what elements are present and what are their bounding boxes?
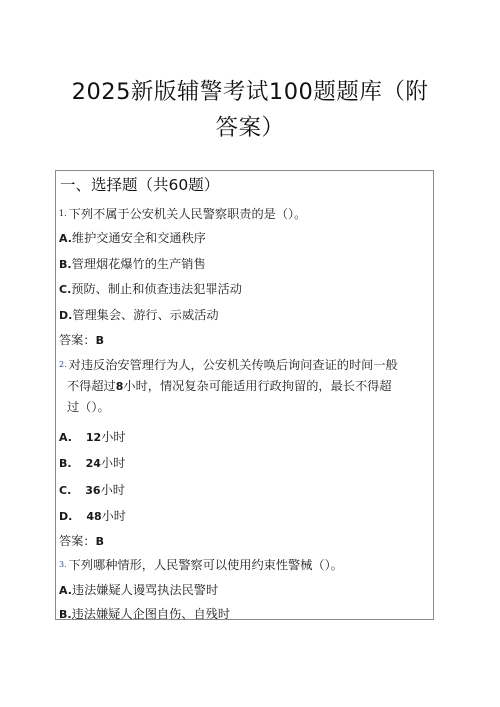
option-number: 12	[85, 431, 102, 444]
question-text-line-2: 不得超过8小时，情况复杂可能适用行政拘留的，最长不得超	[67, 379, 392, 393]
option-letter: B.	[59, 608, 72, 620]
answer-value: B	[95, 334, 104, 347]
option-letter: A.	[59, 431, 72, 444]
question-text-line-3: 过（）。	[67, 400, 110, 414]
option-letter: B.	[59, 457, 72, 470]
option-a	[59, 229, 206, 246]
option-text: 预防、制止和侦查违法犯罪活动	[71, 282, 242, 296]
option-c	[59, 481, 125, 498]
option-letter: D.	[59, 510, 73, 523]
question-number: 3.	[59, 560, 67, 569]
question-text: 下列不属于公安机关人民警察职责的是（）。	[68, 207, 307, 221]
option-letter: C.	[59, 283, 72, 296]
option-number: 36	[85, 484, 101, 497]
option-letter: A.	[59, 584, 72, 597]
answer-line	[59, 331, 104, 348]
answer-line	[59, 532, 104, 549]
option-d	[59, 507, 126, 524]
question-number: 1.	[59, 209, 67, 218]
option-text: 违法嫌疑人谩骂执法民警时	[71, 583, 219, 597]
question-3	[59, 556, 343, 573]
title-line-1: 2025新版辅警考试100题题库（附	[71, 79, 429, 105]
option-unit: 小时	[100, 483, 125, 497]
option-number: 24	[85, 457, 101, 470]
document-title	[40, 74, 460, 146]
answer-label: 答案：	[59, 333, 96, 347]
option-text: 违法嫌疑人企图自伤、自残时	[71, 607, 231, 620]
answer-value: B	[95, 535, 104, 548]
option-letter: C.	[59, 484, 72, 497]
option-letter: B.	[59, 258, 72, 271]
option-unit: 小时	[100, 456, 126, 470]
question-text: 下列哪种情形，人民警察可以使用约束性警械（）。	[68, 558, 343, 572]
answer-label: 答案：	[59, 534, 96, 548]
option-d	[59, 306, 219, 323]
option-a	[59, 581, 218, 598]
option-b	[59, 605, 230, 620]
option-b	[59, 255, 206, 272]
option-b	[59, 454, 125, 471]
option-text: 管理集会、游行、示威活动	[72, 308, 219, 322]
question-1	[59, 205, 306, 222]
question-box	[55, 170, 434, 620]
option-text: 维护交通安全和交通秩序	[71, 231, 206, 245]
question-2	[59, 354, 409, 418]
option-a	[59, 428, 126, 445]
option-c	[59, 280, 242, 297]
option-number: 48	[86, 510, 102, 523]
option-unit: 小时	[101, 509, 126, 523]
question-number: 2.	[59, 360, 67, 369]
title-line-2: 答案）	[215, 115, 285, 141]
question-text-line-1: 2. 对违反治安管理行为人，公安机关传唤后询问查证的时间一般	[59, 358, 398, 372]
option-letter: A.	[59, 232, 72, 245]
option-letter: D.	[59, 309, 73, 322]
option-text: 管理烟花爆竹的生产销售	[71, 257, 206, 271]
option-unit: 小时	[101, 430, 126, 444]
section-heading: 一、选择题（共60题）	[60, 176, 220, 194]
